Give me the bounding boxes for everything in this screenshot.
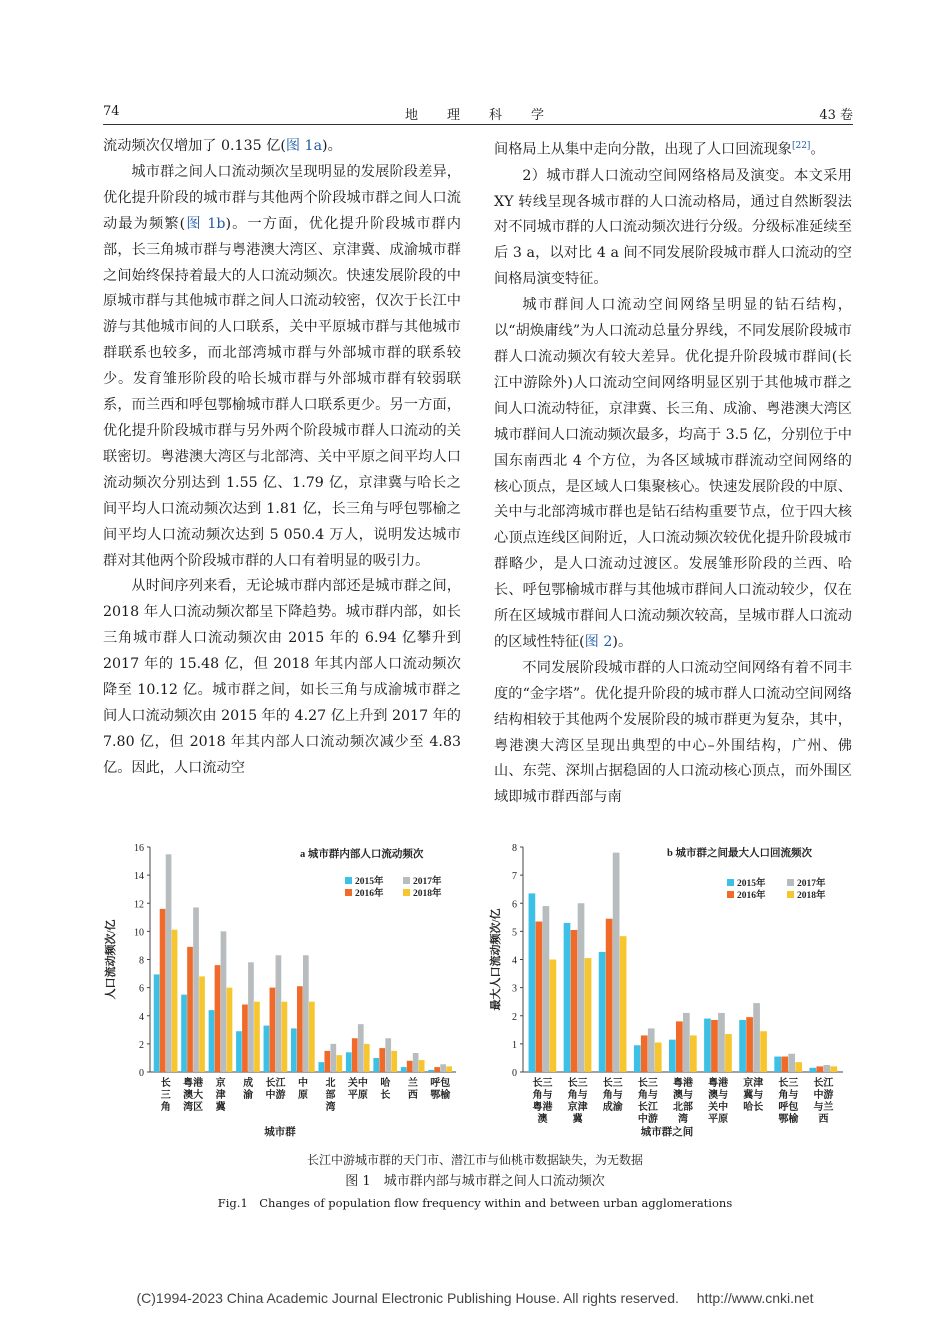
legend-swatch: [345, 877, 352, 884]
x-tick-label: 长三: [532, 1078, 553, 1089]
figure-1b-panel: [487, 835, 849, 1147]
bar-中原: [297, 986, 303, 1072]
bar-长三角与粤港澳: [543, 906, 550, 1072]
x-axis-label: 城市群之间: [640, 1127, 694, 1138]
x-tick-label: 呼包: [778, 1102, 799, 1113]
legend-label: 2017年: [413, 877, 442, 887]
x-tick-label: 长三: [778, 1078, 799, 1089]
bar-长三角与成渝: [620, 936, 627, 1072]
legend-label: 2015年: [737, 879, 766, 889]
bar-长三角与成渝: [599, 952, 606, 1072]
legend-label: 2017年: [797, 879, 826, 889]
legend-swatch: [345, 889, 352, 896]
bar-粤港澳与关中平原: [725, 1034, 732, 1072]
paragraph: 流动频次仅增加了 0.135 亿(图 1a)。: [103, 138, 342, 154]
x-tick-label: 冀与: [743, 1090, 764, 1101]
page-number: 74: [103, 104, 120, 119]
bar-长三角与呼包鄂榆: [774, 1057, 781, 1072]
bar-粤港澳与北部湾: [690, 1035, 697, 1072]
bar-长三角与成渝: [613, 853, 620, 1072]
bar-长江中游: [264, 1026, 270, 1072]
volume-label: 43 卷: [819, 108, 853, 123]
bar-粤港澳与北部湾: [669, 1040, 676, 1072]
bar-长三角: [172, 930, 178, 1072]
x-tick-label: 关中: [708, 1102, 729, 1113]
bar-中原: [309, 1002, 315, 1072]
bar-中原: [303, 955, 309, 1072]
x-tick-label: 澳与: [708, 1090, 729, 1101]
x-tick-label: 京津: [743, 1078, 764, 1089]
bar-哈长: [379, 1048, 385, 1072]
bar-关中平原: [358, 1024, 364, 1072]
bar-长三角与长江中游: [634, 1045, 641, 1072]
x-tick-label: 长三: [567, 1078, 588, 1089]
bar-京津冀与哈长: [739, 1020, 746, 1072]
x-tick-label: 澳: [537, 1114, 548, 1125]
bar-粤港澳与关中平原: [718, 1013, 725, 1072]
x-tick-label: 澳大: [183, 1090, 204, 1101]
y-tick-label: 0: [139, 1068, 144, 1079]
figure-note: 长江中游城市群的天门市、潜江市与仙桃市数据缺失，为无数据: [306, 1153, 643, 1167]
bar-粤港澳大湾区: [193, 907, 199, 1072]
bar-粤港澳与北部湾: [683, 1013, 690, 1072]
x-tick-label: 长: [380, 1090, 391, 1101]
y-tick-label: 4: [512, 955, 517, 967]
x-tick-label: 鄂榆: [430, 1090, 451, 1101]
bar-呼包鄂榆: [428, 1070, 434, 1072]
bar-粤港澳大湾区: [187, 947, 193, 1072]
x-tick-label: 原: [298, 1090, 308, 1101]
bar-兰西: [407, 1061, 413, 1072]
y-tick-label: 6: [139, 983, 144, 995]
bar-长三角与长江中游: [641, 1035, 648, 1072]
chart-a-svg: [100, 835, 462, 1147]
bar-关中平原: [346, 1052, 352, 1072]
bar-北部湾: [324, 1051, 330, 1072]
bar-粤港澳与关中平原: [704, 1019, 711, 1072]
x-tick-label: 冀: [215, 1102, 226, 1113]
x-tick-label: 粤港: [673, 1078, 693, 1089]
bar-京津冀: [227, 988, 233, 1072]
legend-swatch: [403, 889, 410, 896]
x-tick-label: 呼包: [430, 1078, 451, 1089]
bar-粤港澳与北部湾: [676, 1021, 683, 1072]
bar-兰西: [419, 1060, 425, 1072]
y-tick-label: 14: [134, 871, 144, 883]
legend-swatch: [727, 891, 734, 898]
left-column: [103, 134, 461, 782]
figure-reference-link[interactable]: 图 2: [584, 633, 613, 650]
bar-长江中游与兰西: [816, 1066, 823, 1072]
bar-粤港澳与关中平原: [711, 1020, 718, 1072]
x-tick-label: 角与: [567, 1090, 588, 1101]
legend-label: 2016年: [355, 889, 384, 899]
x-tick-label: 角与: [602, 1090, 623, 1101]
x-tick-label: 成渝: [602, 1102, 623, 1113]
paragraph: 间格局上从集中走向分散，出现了人口回流现象[22]。: [494, 141, 825, 158]
legend-label: 2018年: [797, 891, 826, 901]
x-tick-label: 角与: [778, 1090, 799, 1101]
x-tick-label: 京津: [567, 1102, 588, 1113]
legend-swatch: [787, 879, 794, 886]
x-tick-label: 鄂榆: [778, 1114, 799, 1125]
y-tick-label: 0: [512, 1068, 517, 1079]
figure-reference-link[interactable]: 图 1b: [185, 215, 226, 232]
x-tick-label: 湾: [678, 1114, 688, 1125]
journal-title: 地 理 科 学: [404, 108, 545, 123]
y-tick-label: 1: [512, 1039, 517, 1051]
copyright-footer: (C)1994-2023 China Academic Journal Electronic Publishing House. All rights reserved. http://www.cnki.net: [136, 1290, 814, 1306]
x-tick-label: 长三: [637, 1078, 658, 1089]
x-tick-label: 长江: [813, 1078, 834, 1089]
bar-长三角与京津冀: [571, 930, 578, 1072]
y-axis-label: 最大人口流动频次/亿: [490, 908, 502, 1011]
x-tick-label: 冀: [572, 1114, 583, 1125]
figure-caption-cn: 图 1 城市群内部与城市群之间人口流动频次: [345, 1174, 605, 1189]
x-tick-label: 西: [407, 1090, 418, 1101]
x-tick-label: 长: [160, 1078, 171, 1089]
bar-长江中游与兰西: [823, 1065, 830, 1072]
bar-北部湾: [330, 1044, 336, 1072]
bar-长三角与粤港澳: [550, 960, 557, 1073]
x-tick-label: 长江: [637, 1102, 658, 1113]
bar-京津冀与哈长: [753, 1003, 760, 1072]
bar-长三角与京津冀: [578, 903, 585, 1072]
bar-长三角与成渝: [606, 919, 613, 1072]
bar-长三角: [154, 974, 160, 1072]
bar-长三角与粤港澳: [529, 893, 536, 1072]
bar-长江中游: [282, 1002, 288, 1072]
bar-长三角: [166, 854, 172, 1072]
bar-长三角与京津冀: [585, 958, 592, 1072]
bar-长三角与粤港澳: [536, 922, 543, 1072]
bar-成渝: [248, 962, 254, 1072]
x-tick-label: 兰: [407, 1078, 418, 1089]
x-tick-label: 湾区: [183, 1102, 204, 1113]
legend-swatch: [403, 877, 410, 884]
bar-兰西: [401, 1067, 407, 1072]
paragraph: 城市群之间人口流动频次呈现明显的发展阶段差异，优化提升阶段的城市群与其他两个阶段城市群之间人口流动最为频繁(图 1b)。一方面，优化提升阶段城市群内部，长三角城市群与粤港澳大湾区、京津冀、成渝城市群之间始终保持着最大的人口流动频次。快速发展阶段的中原城市群与其他城市群之间人口流动较密，仅次于长江中游与其他城市间的人口联系，关中平原城市群与其他城市群联系也较多，而北部湾城市群与外部城市群的联系较少。发育雏形阶段的哈长城市群与外部城市群有较弱联系，而兰西和呼包鄂榆城市群人口联系更少。另一方面，优化提升阶段城市群与另外两个阶段城市群人口流动的关联密切。粤港澳大湾区与北部湾、关中平原之间平均人口流动频次分别达到 1.55 亿、1.79 亿，京津冀与哈长之间平均人口流动频次达到 1.81 亿，长三角与呼包鄂榆之间平均人口流动频次达到 5 050.4 万人，说明发达城市群对其他两个阶段城市群的人口有着明显的吸引力。: [103, 163, 461, 569]
x-tick-label: 哈长: [743, 1102, 764, 1113]
y-tick-label: 10: [134, 927, 144, 939]
bar-粤港澳大湾区: [181, 995, 187, 1072]
bar-长三角: [160, 909, 166, 1072]
bar-关中平原: [364, 1044, 370, 1072]
bar-成渝: [254, 1002, 260, 1072]
paragraph: 从时间序列来看，无论城市群内部还是城市群之间，2018 年人口流动频次都呈下降趋势。城市群内部，如长三角城市群人口流动频次由 2015 年的 6.94 亿攀升到 2017 年的 15.48 亿，但 2018 年其内部人口流动频次降至 10.12 亿。城市群之间，如长三角与成渝城市群之间人口流动频次由 2015 年的 4.27 亿上升到 2017 年的 7.80 亿，但 2018 年其内部人口流动频次减少至 4.83 亿。因此，人口流动空: [103, 578, 461, 776]
bar-关中平原: [352, 1038, 358, 1072]
x-tick-label: 长江: [265, 1078, 286, 1089]
bar-京津冀: [209, 1010, 215, 1072]
x-tick-label: 成: [243, 1078, 254, 1089]
bar-兰西: [413, 1053, 419, 1072]
bar-北部湾: [318, 1062, 324, 1072]
bar-哈长: [385, 1038, 391, 1072]
bar-长江中游与兰西: [809, 1068, 816, 1072]
y-tick-label: 4: [139, 1011, 144, 1023]
y-tick-label: 7: [512, 871, 517, 883]
bar-京津冀与哈长: [746, 1017, 753, 1072]
x-tick-label: 北部: [673, 1102, 693, 1113]
y-tick-label: 2: [139, 1039, 144, 1051]
y-tick-label: 6: [512, 899, 517, 911]
bar-长江中游: [276, 955, 282, 1072]
legend-swatch: [787, 891, 794, 898]
legend-label: 2018年: [413, 889, 442, 899]
bar-长江中游与兰西: [830, 1066, 837, 1072]
y-tick-label: 2: [512, 1011, 517, 1023]
y-tick-label: 5: [512, 927, 517, 939]
bar-长三角与京津冀: [564, 923, 571, 1072]
bar-长三角与呼包鄂榆: [781, 1057, 788, 1072]
legend-swatch: [727, 879, 734, 886]
y-tick-label: 16: [134, 843, 144, 854]
x-axis-label: 城市群: [264, 1127, 296, 1138]
x-tick-label: 三: [160, 1090, 171, 1101]
chart-title: b 城市群之间最大人口回流频次: [667, 848, 812, 859]
figure-reference-link[interactable]: 图 1a: [285, 138, 323, 154]
bar-京津冀: [221, 931, 227, 1072]
x-tick-label: 西: [818, 1114, 829, 1125]
legend-label: 2015年: [355, 877, 384, 887]
bar-长三角与长江中游: [655, 1042, 662, 1072]
x-tick-label: 中: [298, 1078, 308, 1089]
x-tick-label: 平原: [708, 1114, 729, 1125]
right-column: [494, 134, 852, 811]
x-tick-label: 粤港: [532, 1102, 553, 1113]
chart-title: a 城市群内部人口流动频次: [300, 849, 424, 860]
bar-哈长: [391, 1051, 397, 1072]
bar-成渝: [236, 1031, 242, 1072]
x-tick-label: 粤港: [183, 1078, 204, 1089]
x-tick-label: 中游: [637, 1114, 658, 1125]
x-tick-label: 平原: [347, 1090, 368, 1101]
bar-呼包鄂榆: [446, 1066, 452, 1072]
x-tick-label: 北: [325, 1078, 336, 1089]
y-tick-label: 8: [139, 955, 144, 967]
bar-呼包鄂榆: [440, 1064, 446, 1072]
x-tick-label: 与兰: [813, 1102, 834, 1113]
paragraph: 不同发展阶段城市群的人口流动空间网络有着不同丰度的“金字塔”。优化提升阶段的城市群人口流动空间网络结构相较于其他两个发展阶段的城市群更为复杂，其中，粤港澳大湾区呈现出典型的中心–外围结构，广州、佛山、东莞、深圳占据稳固的人口流动核心顶点，而外围区域即城市群西部与南: [494, 659, 852, 806]
x-tick-label: 哈: [380, 1078, 391, 1089]
header-rule: [103, 124, 853, 125]
x-tick-label: 津: [215, 1090, 226, 1101]
x-tick-label: 角与: [532, 1090, 553, 1101]
y-tick-label: 8: [512, 843, 517, 854]
bar-京津冀: [215, 965, 221, 1072]
bar-粤港澳大湾区: [199, 976, 205, 1072]
x-tick-label: 中游: [265, 1090, 286, 1101]
x-tick-label: 澳与: [673, 1090, 693, 1101]
y-axis-label: 人口流动频次/亿: [105, 919, 117, 1000]
paragraph: 2）城市群人口流动空间网络格局及演变。本文采用 XY 转线呈现各城市群的人口流动格局，通过自然断裂法对不同城市群的人口流动频次进行分级。分级标准延续至后 3 a，以对比 4 a 间不同发展阶段城市群人口流动的空间格局演变特征。: [494, 167, 852, 288]
x-tick-label: 湾: [325, 1102, 336, 1113]
paragraph: 城市群间人口流动空间网络呈明显的钻石结构，以“胡焕庸线”为人口流动总量分界线，不同发展阶段城市群人口流动频次有较大差异。优化提升阶段城市群间(长江中游除外)人口流动空间网络明显区别于其他城市群之间人口流动特征，京津冀、长三角、成渝、粤港澳大湾区城市群间人口流动频次最多，均高于 3.5 亿，分别位于中国东南西北 4 个方位，为各区域城市群流动空间网络的核心顶点，是区域人口集聚核心。快速发展阶段的中原、关中与北部湾城市群也是钻石结构重要节点，位于四大核心顶点连线区间附近，人口流动频次较优化提升阶段城市群略少，是人口流动过渡区。发展雏形阶段的兰西、哈长、呼包鄂榆城市群与其他城市群间人口流动较少，仅在所在区域城市群间人口流动频次较高，呈城市群人口流动的区域性特征(图 2)。: [494, 297, 852, 650]
bar-成渝: [242, 1005, 248, 1073]
legend-label: 2016年: [737, 891, 766, 901]
bar-呼包鄂榆: [434, 1067, 440, 1072]
bar-长三角与呼包鄂榆: [788, 1054, 795, 1072]
bar-京津冀与哈长: [760, 1031, 767, 1072]
figure-1a-panel: [100, 835, 462, 1147]
y-tick-label: 3: [512, 983, 517, 995]
bar-哈长: [373, 1058, 379, 1072]
x-tick-label: 角与: [637, 1090, 658, 1101]
figure-caption-en: Fig.1 Changes of population flow frequency within and between urban agglomerations: [217, 1196, 733, 1210]
x-tick-label: 粤港: [708, 1078, 729, 1089]
bar-长三角与呼包鄂榆: [795, 1062, 802, 1072]
x-tick-label: 关中: [347, 1078, 368, 1089]
bar-长三角与长江中游: [648, 1028, 655, 1072]
y-tick-label: 12: [134, 899, 144, 911]
x-tick-label: 京: [215, 1078, 226, 1089]
x-tick-label: 角: [160, 1102, 171, 1113]
x-tick-label: 部: [325, 1090, 336, 1101]
x-tick-label: 中游: [813, 1090, 834, 1101]
x-tick-label: 长三: [602, 1078, 623, 1089]
bar-中原: [291, 1028, 297, 1072]
x-tick-label: 渝: [243, 1090, 254, 1101]
bar-北部湾: [336, 1055, 342, 1072]
bar-长江中游: [270, 988, 276, 1072]
citation-link[interactable]: [22]: [791, 141, 811, 151]
chart-b-svg: [487, 835, 849, 1147]
